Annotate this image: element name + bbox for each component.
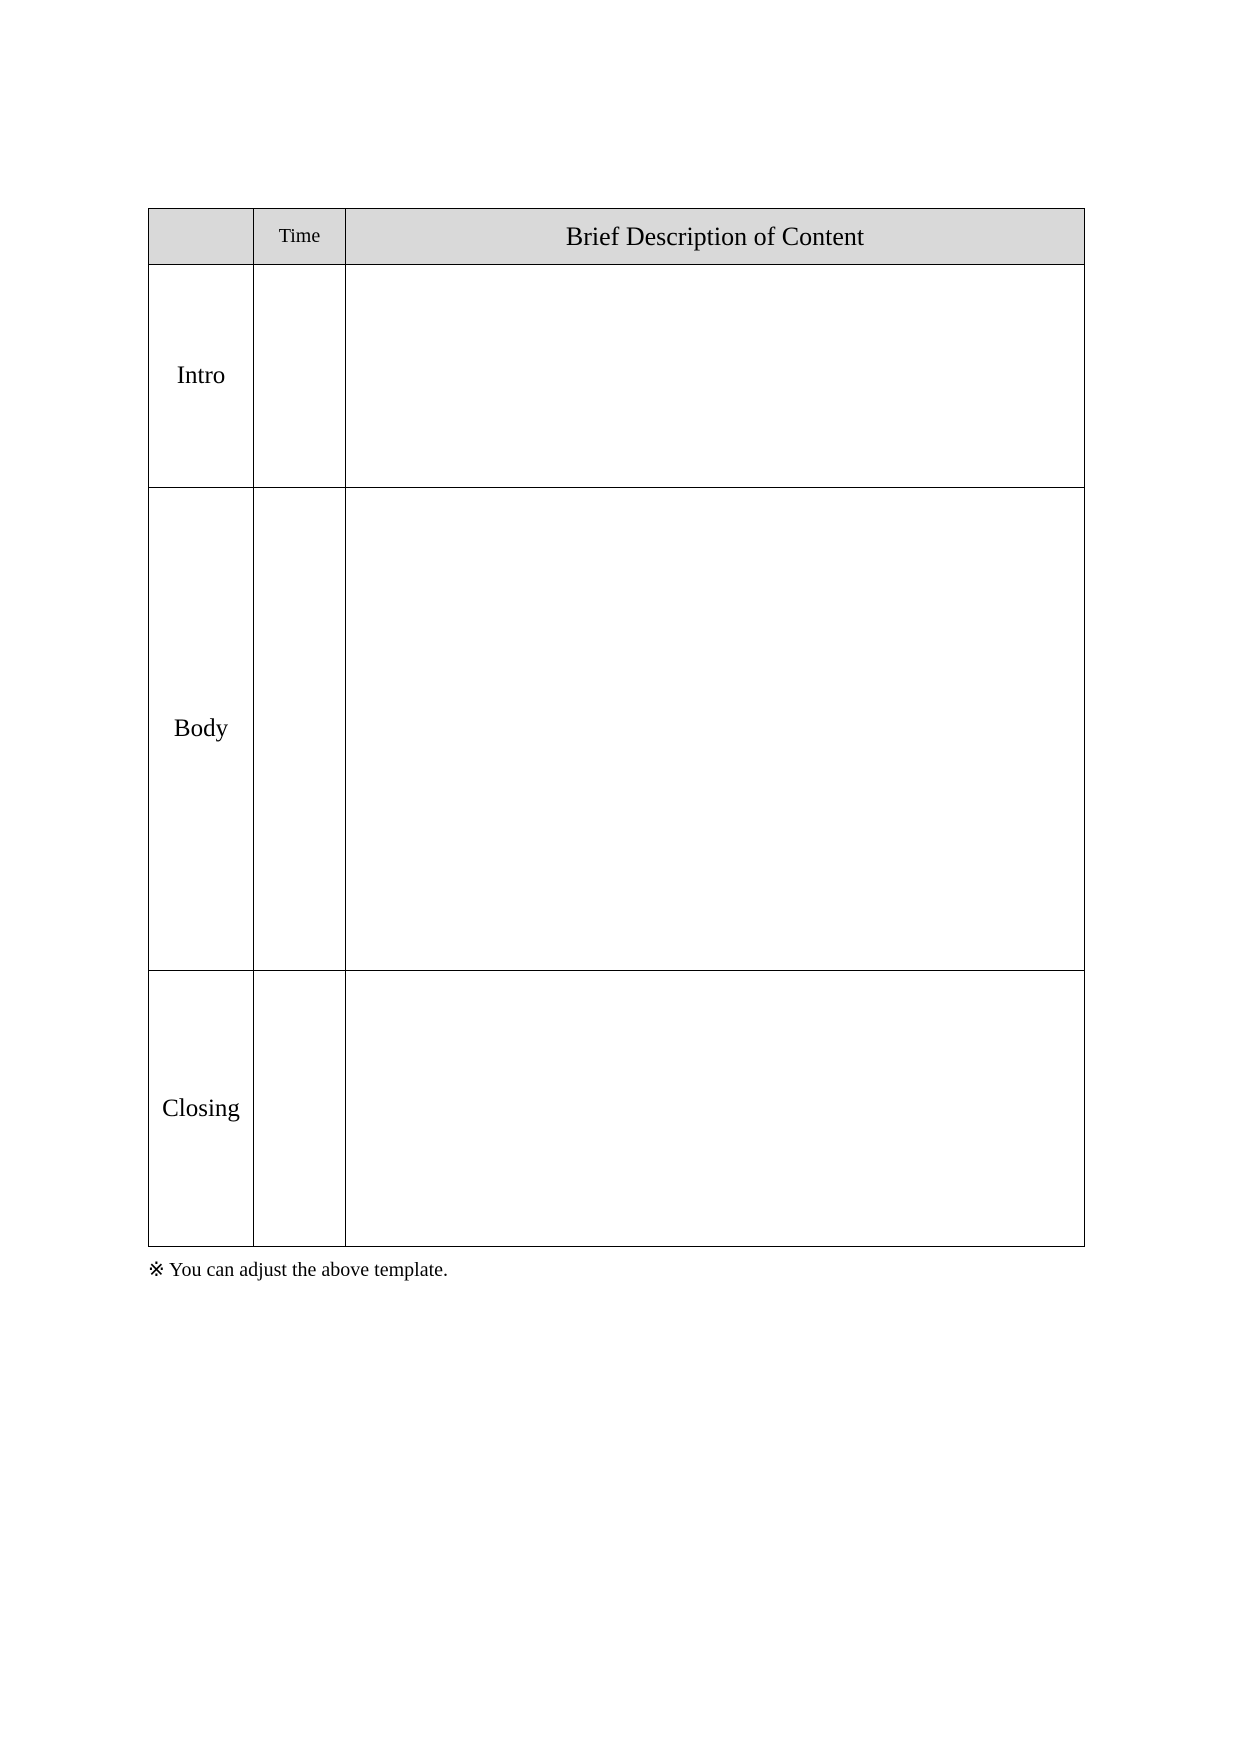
presentation-outline-table — [148, 208, 1085, 1247]
document-sheet — [148, 208, 1084, 1282]
table-header-row — [149, 209, 1085, 265]
time-cell-intro[interactable] — [254, 265, 346, 488]
header-section-cell — [149, 209, 254, 265]
description-cell-closing[interactable] — [346, 971, 1085, 1247]
section-label-intro: Intro — [149, 265, 254, 488]
time-cell-body[interactable] — [254, 488, 346, 971]
description-cell-body[interactable] — [346, 488, 1085, 971]
description-cell-intro[interactable] — [346, 265, 1085, 488]
header-time-cell: Time — [254, 209, 346, 265]
table-row-intro — [149, 265, 1085, 488]
template-note: ※ You can adjust the above template. — [148, 1259, 449, 1281]
table-row-closing — [149, 971, 1085, 1247]
section-label-closing: Closing — [149, 971, 254, 1247]
table-row-body — [149, 488, 1085, 971]
time-cell-closing[interactable] — [254, 971, 346, 1247]
header-description-cell: Brief Description of Content — [346, 209, 1085, 265]
section-label-body: Body — [149, 488, 254, 971]
